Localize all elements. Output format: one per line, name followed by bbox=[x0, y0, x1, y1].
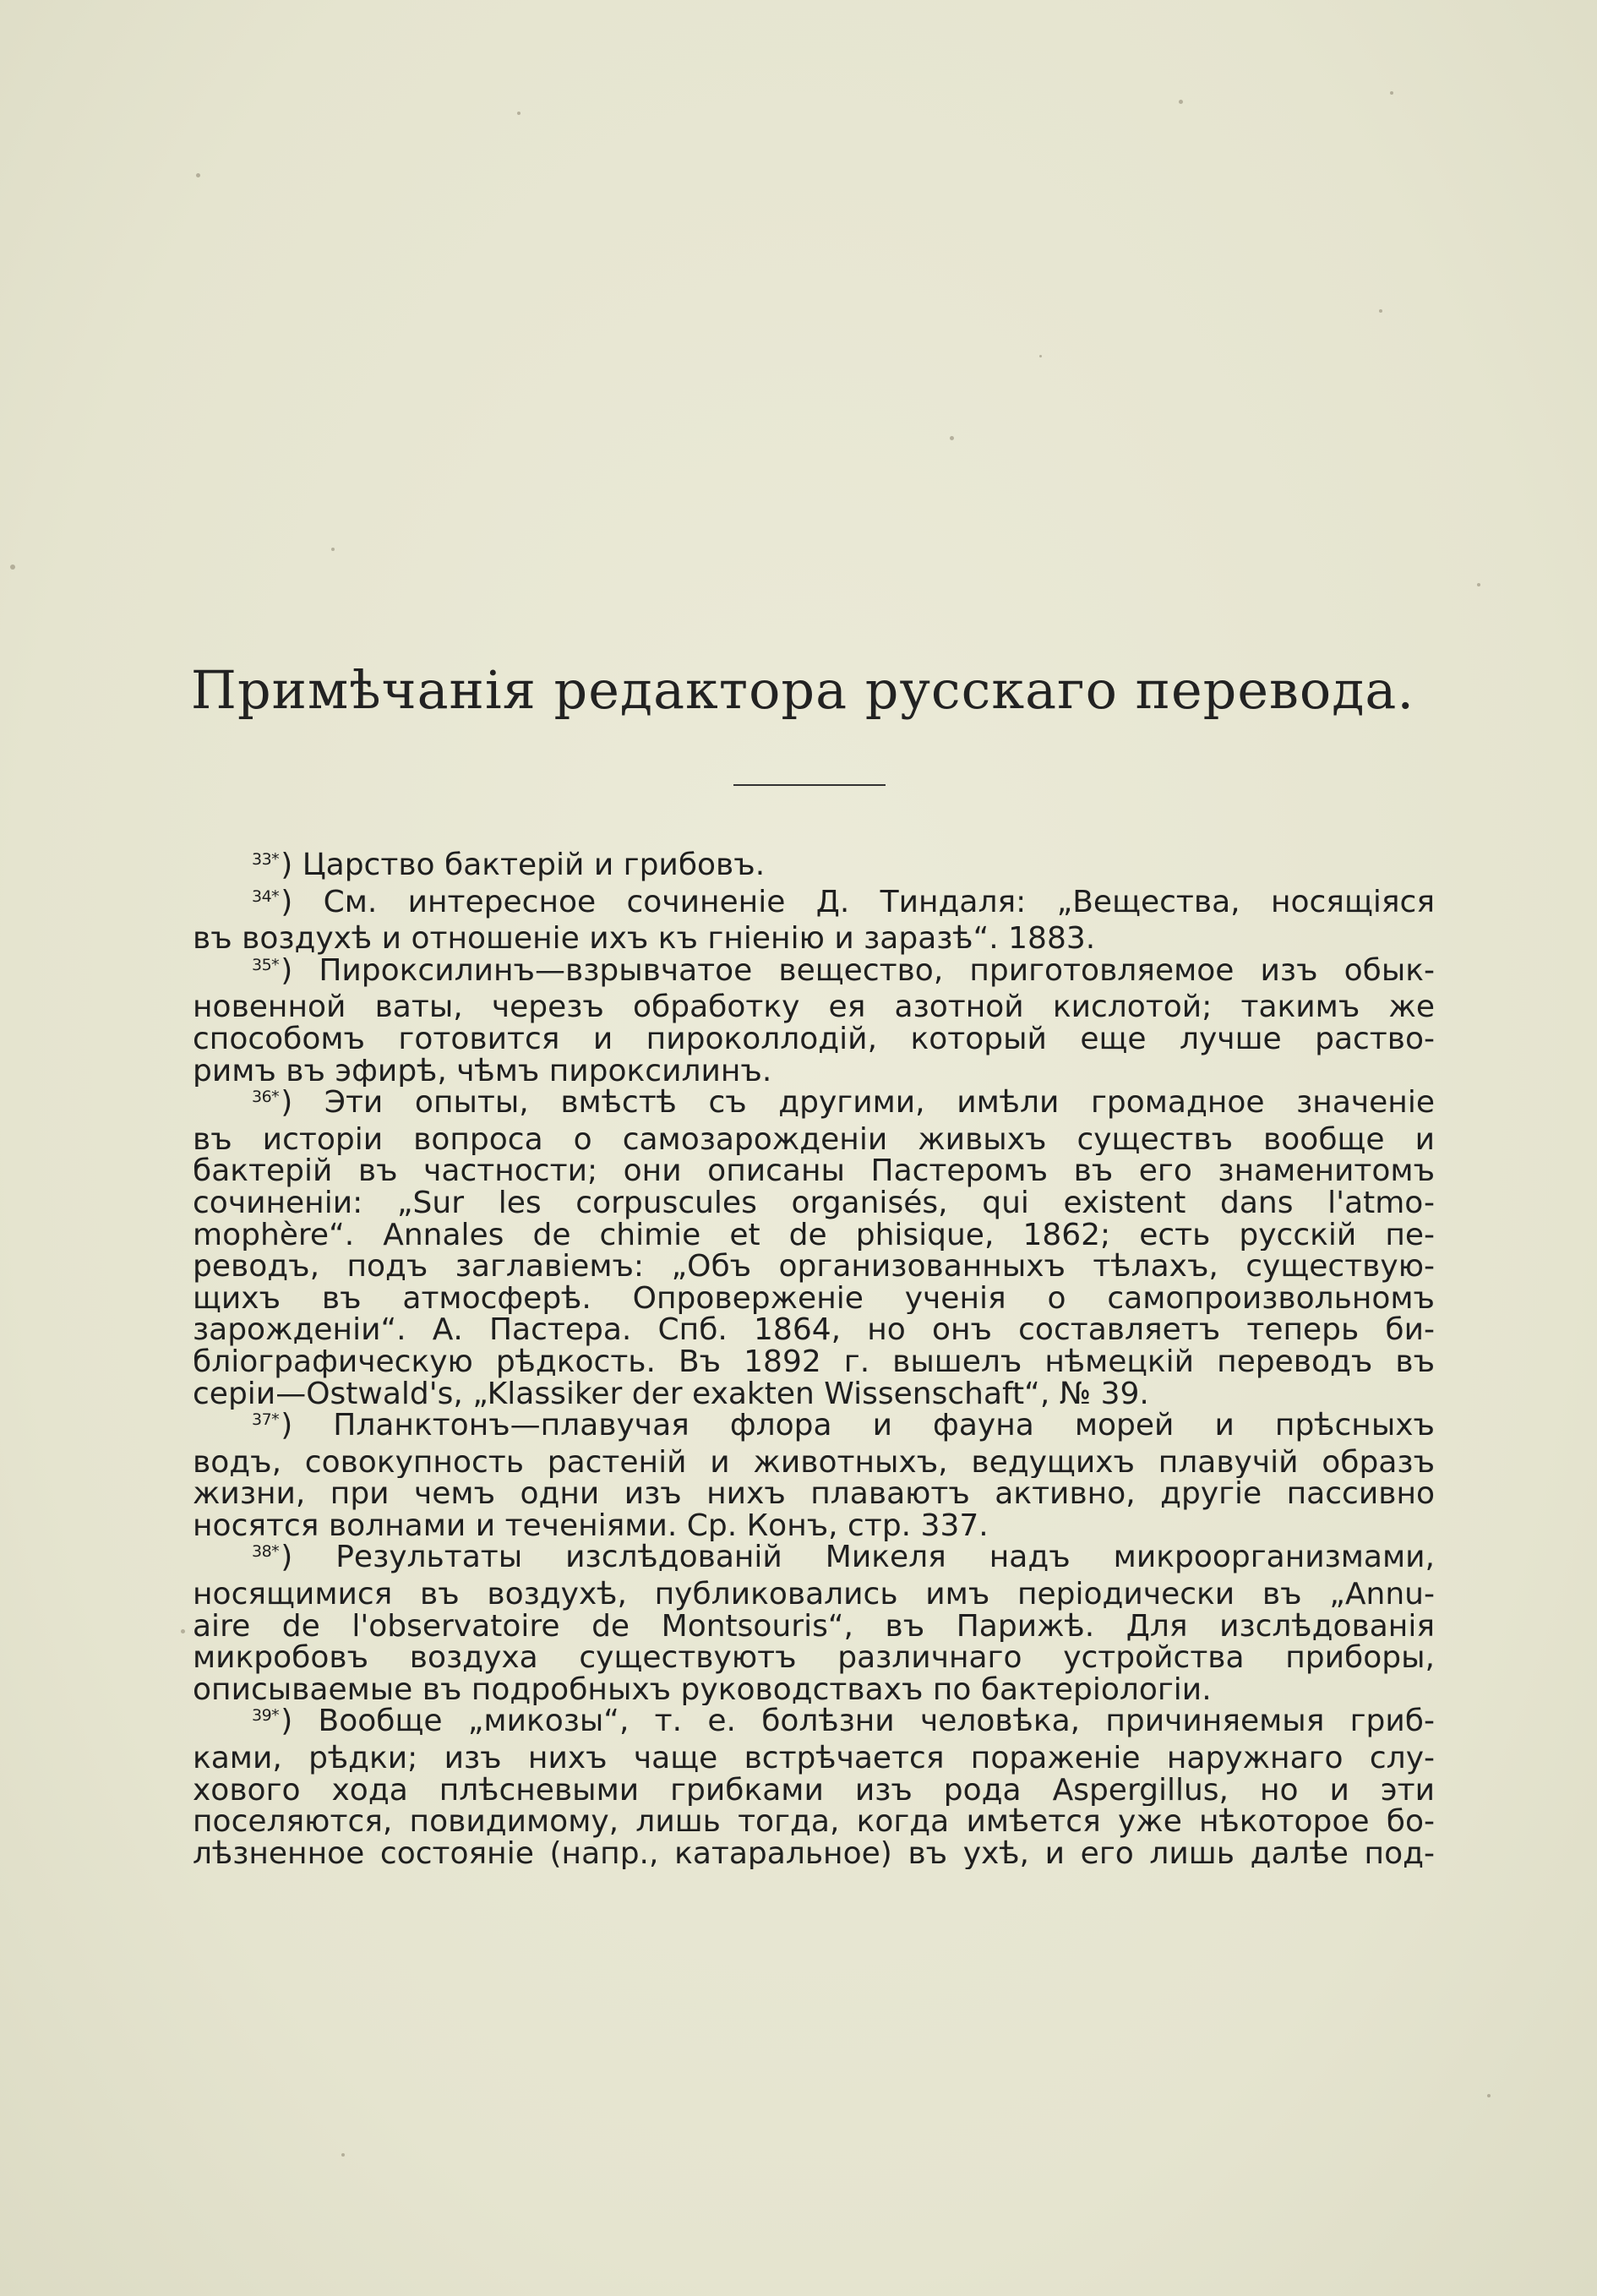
note-ref: 38* bbox=[252, 1542, 280, 1562]
note-line: $^{36*}$) Эти опыты, вмѣстѣ съ другими, имѣли громадное значеніе bbox=[252, 1087, 1435, 1121]
paper-speck bbox=[950, 436, 954, 440]
note-36 bbox=[193, 1087, 1435, 1410]
note-37 bbox=[193, 1410, 1435, 1541]
note-line: описываемые въ подробныхъ руководствахъ по бактеріологіи. bbox=[193, 1673, 1212, 1706]
note-line: $^{34*}$) См. интересное сочиненіе Д. Тиндаля: „Вещества, носящіяся bbox=[252, 886, 1435, 919]
note-line: щихъ въ атмосферѣ. Опроверженіе ученія о самопроизвольномъ bbox=[193, 1282, 1435, 1315]
note-line: хового хода плѣсневыми грибками изъ рода Aspergillus, но и эти bbox=[193, 1774, 1435, 1807]
note-line: водъ, совокупность растеній и животныхъ, ведущихъ плавучій образъ bbox=[193, 1446, 1435, 1479]
paper-speck bbox=[1039, 355, 1042, 357]
note-line: $^{33*}$) Царство бактерій и грибовъ. bbox=[252, 849, 766, 882]
note-line: микробовъ воздуха существуютъ различнаго устройства приборы, bbox=[193, 1642, 1435, 1674]
note-line: зарожденіи“. А. Пастера. Спб. 1864, но онъ составляетъ теперь би- bbox=[193, 1314, 1435, 1346]
paper-speck bbox=[1390, 91, 1393, 95]
paper-speck bbox=[517, 112, 521, 115]
note-33 bbox=[193, 849, 1435, 886]
note-ref: 35* bbox=[252, 955, 280, 974]
paper-speck bbox=[181, 1629, 185, 1633]
paper-speck bbox=[341, 2153, 345, 2157]
note-line: $^{37*}$) Планктонъ—плавучая флора и фауна морей и прѣсныхъ bbox=[252, 1410, 1435, 1443]
note-ref: 34* bbox=[252, 886, 280, 906]
note-ref: 39* bbox=[252, 1706, 280, 1726]
paper-speck bbox=[1477, 583, 1480, 586]
notes-list bbox=[193, 849, 1435, 1869]
note-line: серіи—Ostwald's, „Klassiker der exakten Wissenschaft“, № 39. bbox=[193, 1377, 1149, 1410]
note-line: носящимися въ воздухѣ, публиковались имъ періодически въ „Annu- bbox=[193, 1579, 1435, 1611]
note-line: $^{35*}$) Пироксилинъ—взрывчатое вещество, приготовляемое изъ обык- bbox=[252, 954, 1435, 988]
note-line: бліографическую рѣдкость. Въ 1892 г. вышелъ нѣмецкій переводъ въ bbox=[193, 1345, 1435, 1378]
note-ref: 36* bbox=[252, 1088, 280, 1107]
note-line: въ исторіи вопроса о самозарожденіи живыхъ существъ вообще и bbox=[193, 1123, 1435, 1156]
note-39 bbox=[193, 1705, 1435, 1869]
title-divider bbox=[733, 784, 886, 786]
note-line: $^{38*}$) Результаты изслѣдованій Микеля надъ микроорганизмами, bbox=[252, 1541, 1435, 1575]
note-ref: 37* bbox=[252, 1410, 280, 1430]
note-line: жизни, при чемъ одни изъ нихъ плаваютъ активно, другіе пассивно bbox=[193, 1478, 1435, 1510]
paper-speck bbox=[1487, 2094, 1491, 2097]
note-line: способомъ готовится и пироколлодій, который еще лучше раство- bbox=[193, 1023, 1435, 1055]
note-line: сочиненіи: „Sur les corpuscules organisés, qui existent dans l'atmo- bbox=[193, 1186, 1435, 1219]
paper-speck bbox=[1179, 100, 1183, 104]
note-34 bbox=[193, 886, 1435, 955]
paper-speck bbox=[196, 173, 200, 177]
note-line: aire de l'observatoire de Montsouris“, въ Парижѣ. Для изслѣдованія bbox=[193, 1610, 1435, 1643]
note-line: mophère“. Annales de chimie et de phisique, 1862; есть русскій пе- bbox=[193, 1219, 1435, 1252]
note-line: въ воздухѣ и отношеніе ихъ къ гніенію и заразѣ“. 1883. bbox=[193, 923, 1096, 955]
note-line: лѣзненное состояніе (напр., катаральное) въ ухѣ, и его лишь далѣе под- bbox=[193, 1837, 1435, 1870]
note-35 bbox=[193, 955, 1435, 1087]
paper-speck bbox=[1379, 309, 1382, 313]
note-ref: 33* bbox=[252, 850, 280, 869]
note-line: бактерій въ частности; они описаны Пастеромъ въ его знаменитомъ bbox=[193, 1155, 1435, 1187]
note-line: реводъ, подъ заглавіемъ: „Объ организованныхъ тѣлахъ, существую- bbox=[193, 1251, 1435, 1283]
note-line: поселяются, повидимому, лишь тогда, когда имѣется уже нѣкоторое бо- bbox=[193, 1806, 1435, 1838]
paper-speck bbox=[10, 564, 15, 570]
note-line: ками, рѣдки; изъ нихъ чаще встрѣчается пораженіе наружнаго слу- bbox=[193, 1742, 1435, 1775]
paper-speck bbox=[331, 548, 335, 551]
note-line: носятся волнами и теченіями. Ср. Конъ, стр. 337. bbox=[193, 1509, 989, 1542]
note-38 bbox=[193, 1541, 1435, 1705]
page-title: Примѣчанія редактора русскаго перевода. bbox=[190, 659, 1415, 721]
note-line: новенной ваты, черезъ обработку ея азотной кислотой; такимъ же bbox=[193, 991, 1435, 1023]
note-line: $^{39*}$) Вообще „микозы“, т. е. болѣзни человѣка, причиняемыя гриб- bbox=[252, 1705, 1435, 1739]
note-line: римъ въ эфирѣ, чѣмъ пироксилинъ. bbox=[193, 1055, 772, 1088]
